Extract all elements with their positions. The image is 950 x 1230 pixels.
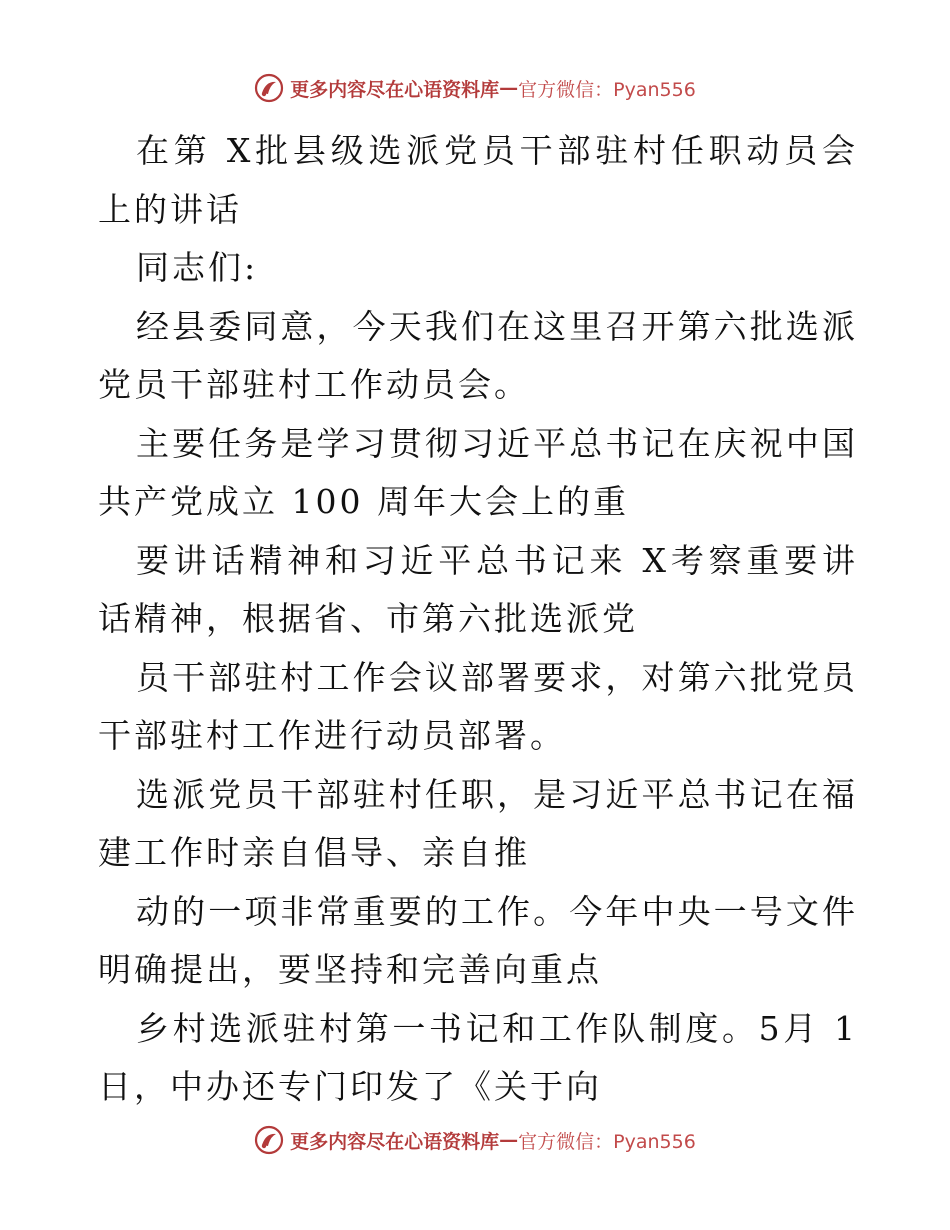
paragraph-5: 选派党员干部驻村任职，是习近平总书记在福建工作时亲自倡导、亲自推 bbox=[98, 774, 858, 872]
paragraph-7: 乡村选派驻村第一书记和工作队制度。5月 1 日，中办还专门印发了《关于向 bbox=[98, 1008, 858, 1106]
paragraph-6: 动的一项非常重要的工作。今年中央一号文件明确提出，要坚持和完善向重点 bbox=[98, 891, 858, 989]
document-title: 在第 X批县级选派党员干部驻村任职动员会上的讲话 bbox=[98, 131, 858, 229]
brand-logo-icon bbox=[254, 1125, 284, 1155]
watermark-brand: 更多内容尽在心语资料库 bbox=[290, 78, 500, 101]
document-body bbox=[98, 122, 858, 1117]
salutation: 同志们: bbox=[136, 248, 259, 287]
watermark-contact: 官方微信：Pyan556 bbox=[518, 1130, 696, 1153]
paragraph-4: 员干部驻村工作会议部署要求，对第六批党员干部驻村工作进行动员部署。 bbox=[98, 657, 858, 755]
paragraph-3: 要讲话精神和习近平总书记来 X考察重要讲话精神，根据省、市第六批选派党 bbox=[98, 540, 858, 638]
watermark-brand: 更多内容尽在心语资料库 bbox=[290, 1130, 500, 1153]
watermark-dash: — bbox=[499, 1129, 519, 1151]
watermark-header bbox=[0, 68, 950, 108]
watermark-contact: 官方微信：Pyan556 bbox=[518, 78, 696, 101]
paragraph-2: 主要任务是学习贯彻习近平总书记在庆祝中国共产党成立 100 周年大会上的重 bbox=[98, 423, 858, 521]
brand-logo-icon bbox=[254, 73, 284, 103]
watermark-dash: — bbox=[499, 77, 519, 99]
paragraph-1: 经县委同意，今天我们在这里召开第六批选派党员干部驻村工作动员会。 bbox=[98, 306, 858, 404]
watermark-footer bbox=[0, 1120, 950, 1160]
